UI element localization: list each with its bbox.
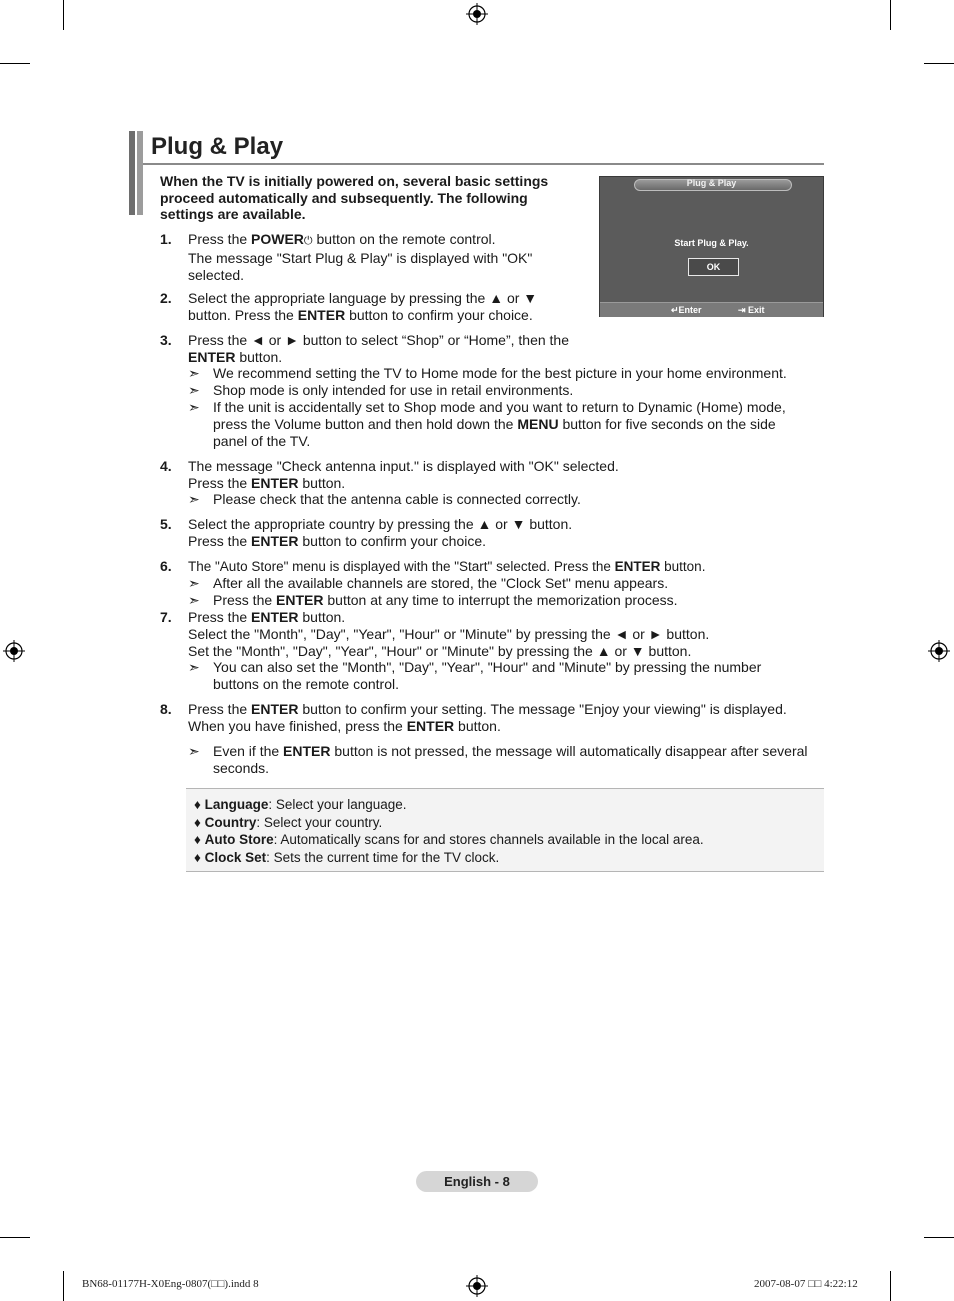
step-number: 6. (160, 558, 172, 574)
step-text: Press the ◄ or ► button to select “Shop” or “Home”, then the ENTER button. (188, 332, 569, 365)
note-text: Please check that the antenna cable is connected correctly. (213, 491, 581, 507)
note-text: Even if the ENTER button is not pressed, the message will automatically disappear after several seconds. (213, 743, 808, 776)
registration-mark-icon (466, 3, 488, 25)
osd-title: Plug & Play (686, 178, 737, 188)
crop-mark (63, 0, 64, 30)
summary-desc: : Sets the current time for the TV clock. (266, 849, 500, 865)
note-text: If the unit is accidentally set to Shop mode and you want to return to Dynamic (Home) mode, press the Volume button and then hold down the MENU button for five seconds on the side panel of the TV. (213, 399, 786, 449)
crop-mark (0, 63, 30, 64)
file-slug: BN68-01177H-X0Eng-0807(□□).indd 8 (82, 1278, 259, 1290)
note-arrow-icon: ➣ (188, 365, 200, 381)
step-text: The "Auto Store" menu is displayed with the "Start" selected. Press the ENTER button. (188, 559, 706, 574)
page-title: Plug & Play (151, 133, 284, 160)
step-number: 7. (160, 609, 172, 625)
osd-exit-label: Exit (748, 305, 765, 315)
note-item (188, 592, 828, 609)
page-number-label: English - 8 (416, 1171, 538, 1192)
summary-term: Country (204, 814, 257, 830)
crop-mark (890, 1271, 891, 1301)
step-number: 2. (160, 290, 172, 306)
note-item (188, 575, 828, 592)
note-text: You can also set the "Month", "Day", "Year", "Hour" and "Minute" by pressing the number buttons on the remote control. (213, 659, 762, 692)
bullet-icon: ♦ (194, 832, 205, 847)
note-arrow-icon: ➣ (188, 575, 200, 591)
summary-item (194, 796, 407, 813)
crop-mark (0, 1237, 30, 1238)
note-arrow-icon: ➣ (188, 743, 200, 759)
step-text: Select the appropriate language by pressing the ▲ or ▼ button. Press the ENTER button to confirm your choice. (188, 290, 538, 323)
step-text: The message "Check antenna input." is displayed with "OK" selected. Press the ENTER button. (188, 458, 619, 491)
note-item (188, 491, 828, 508)
osd-footer (600, 302, 823, 317)
note-arrow-icon: ➣ (188, 491, 200, 507)
note-text: Shop mode is only intended for use in retail environments. (213, 382, 574, 398)
enter-icon: ↵ (671, 305, 679, 315)
power-icon: ⏻ (303, 235, 313, 247)
summary-item (194, 831, 704, 848)
osd-enter-label: Enter (678, 305, 702, 315)
note-arrow-icon: ➣ (188, 592, 200, 608)
osd-message: Start Plug & Play. (674, 238, 749, 248)
step-number: 5. (160, 516, 172, 532)
summary-term: Language (204, 797, 269, 812)
osd-ok-button[interactable]: OK (688, 258, 739, 276)
summary-item (194, 849, 499, 866)
step-text: Press the POWER⏻ button on the remote control. The message "Start Plug & Play" is displayed with "OK" selected. (188, 231, 533, 283)
title-divider (143, 163, 824, 165)
step-number: 1. (160, 231, 172, 247)
summary-term: Clock Set (204, 849, 267, 865)
note-item (188, 365, 828, 382)
osd-exit-hint (738, 303, 765, 317)
date-slug: 2007-08-07 □□ 4:22:12 (754, 1278, 858, 1290)
bullet-icon: ♦ (194, 814, 205, 830)
registration-mark-icon (928, 640, 950, 662)
summary-item (194, 814, 382, 831)
note-text: After all the available channels are stored, the "Clock Set" menu appears. (213, 575, 669, 591)
summary-desc: : Automatically scans for and stores channels available in the local area. (273, 832, 704, 847)
exit-icon: ⇥ (738, 305, 749, 315)
osd-enter-hint (671, 303, 702, 317)
summary-term: Auto Store (204, 832, 274, 847)
crop-mark (924, 1237, 954, 1238)
step-number: 8. (160, 701, 172, 717)
step-text: Press the ENTER button. Select the "Month", "Day", "Year", "Hour" or "Minute" by pressing the ◄ or ► button. Set the "Month", "Day", "Year", "Hour" or "Minute" by pressing the ▲ or ▼ button. (188, 609, 710, 659)
bullet-icon: ♦ (194, 849, 205, 865)
step-number: 3. (160, 332, 172, 348)
note-item (188, 382, 828, 399)
tv-osd-screen (599, 176, 824, 317)
note-item (188, 659, 828, 693)
summary-desc: : Select your language. (268, 797, 407, 812)
step-text: Press the ENTER button to confirm your setting. The message "Enjoy your viewing" is displayed. When you have finished, press the ENTER button. (188, 701, 787, 734)
note-arrow-icon: ➣ (188, 382, 200, 398)
step-text: Select the appropriate country by pressing the ▲ or ▼ button. Press the ENTER button to confirm your choice. (188, 516, 573, 549)
note-text: We recommend setting the TV to Home mode for the best picture in your home environment. (213, 365, 787, 381)
note-text: Press the ENTER button at any time to interrupt the memorization process. (213, 592, 678, 608)
intro-text: When the TV is initially powered on, several basic settings proceed automatically and subsequently. The following settings are available. (160, 173, 549, 222)
registration-mark-icon (3, 640, 25, 662)
bullet-icon: ♦ (194, 797, 205, 812)
note-arrow-icon: ➣ (188, 399, 200, 415)
note-item (188, 743, 828, 777)
title-accent-bar (129, 131, 135, 215)
summary-desc: : Select your country. (256, 814, 383, 830)
summary-box (186, 788, 824, 872)
title-accent-bar (137, 131, 143, 215)
crop-mark (63, 1271, 64, 1301)
note-arrow-icon: ➣ (188, 659, 200, 675)
note-item (188, 399, 828, 450)
step-number: 4. (160, 458, 172, 474)
registration-mark-icon (466, 1275, 488, 1297)
crop-mark (890, 0, 891, 30)
crop-mark (924, 63, 954, 64)
